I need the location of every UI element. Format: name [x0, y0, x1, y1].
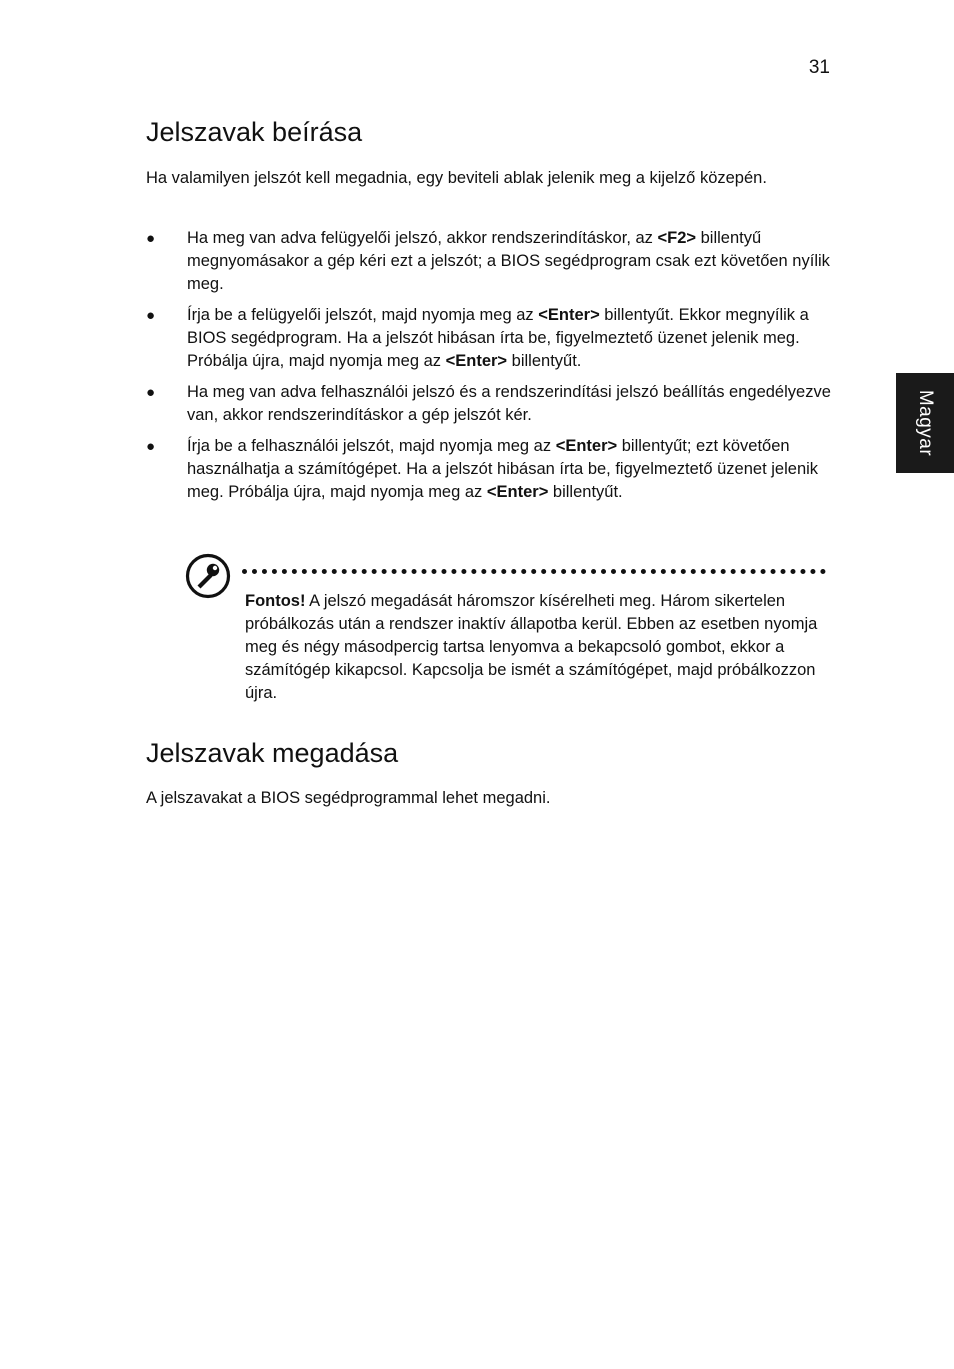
list-item	[146, 381, 836, 427]
list-item	[146, 435, 836, 504]
text-segment: billentyűt. Ekkor megnyílik a BIOS segédprogram. Ha a jelszót hibásan írta be, figyelmeztető üzenet jelenik meg. Próbálja újra, majd nyomja meg az	[187, 306, 809, 370]
list-item	[146, 304, 836, 373]
wrench-icon	[185, 553, 231, 599]
text-segment: billentyűt; ezt követően használhatja a számítógépet. Ha a jelszót hibásan írta be, figyelmeztető üzenet jelenik meg. Próbálja újra, majd nyomja meg az	[187, 437, 819, 501]
text-segment: Írja be a felhasználói jelszót, majd nyomja meg az	[187, 437, 556, 455]
text-segment: billentyűt.	[507, 352, 582, 370]
key-name: <Enter>	[555, 437, 618, 455]
section-heading-set-passwords: Jelszavak megadása	[146, 738, 399, 768]
note-body: A jelszó megadását háromszor kísérelheti meg. Három sikertelen próbálkozás után a rendszer inaktív állapotba kerül. Ebben az esetben nyomja meg és négy másodpercig tartsa lenyomva a bekapcsoló gombot, ekkor a számítógép kikapcsol. Kapcsolja be ismét a számítógépet, majd próbálkozzon újra.	[245, 592, 818, 702]
key-name: <Enter>	[538, 306, 600, 324]
bullet-marker: ●	[146, 307, 156, 324]
bullet-marker: ●	[146, 438, 156, 455]
list-item-text	[187, 306, 809, 370]
note-label: Fontos!	[245, 592, 306, 610]
list-item	[146, 227, 836, 296]
section-body: A jelszavakat a BIOS segédprogrammal lehet megadni.	[146, 789, 551, 807]
key-name: <F2>	[657, 229, 697, 247]
bullet-marker: ●	[146, 230, 156, 247]
text-segment: billentyű megnyomásakor a gép kéri ezt a jelszót; a BIOS segédprogram csak ezt követően nyílik meg.	[187, 229, 830, 293]
list-item-text: Ha meg van adva felhasználói jelszó és a rendszerindítási jelszó beállítás engedélyezve van, akkor rendszerindításkor a gép jelszót kér.	[187, 383, 831, 424]
list-item-text	[187, 229, 830, 293]
key-name: <Enter>	[486, 483, 549, 501]
language-side-tab	[896, 373, 954, 473]
section-intro: Ha valamilyen jelszót kell megadnia, egy beviteli ablak jelenik meg a kijelző közepén.	[146, 169, 767, 187]
text-segment: Ha meg van adva felügyelői jelszó, akkor rendszerindításkor, az	[187, 229, 658, 247]
key-name: <Enter>	[445, 352, 508, 370]
note-divider	[242, 569, 826, 574]
list-item-text	[187, 437, 818, 501]
bullet-list	[146, 227, 836, 512]
text-segment: billentyűt.	[548, 483, 623, 501]
language-side-tab-label: Magyar	[915, 389, 937, 457]
text-segment: Írja be a felügyelői jelszót, majd nyomja meg az	[187, 306, 539, 324]
section-heading-enter-passwords: Jelszavak beírása	[146, 117, 363, 147]
bullet-marker: ●	[146, 384, 156, 401]
important-note	[245, 590, 820, 705]
page-number: 31	[808, 57, 830, 78]
